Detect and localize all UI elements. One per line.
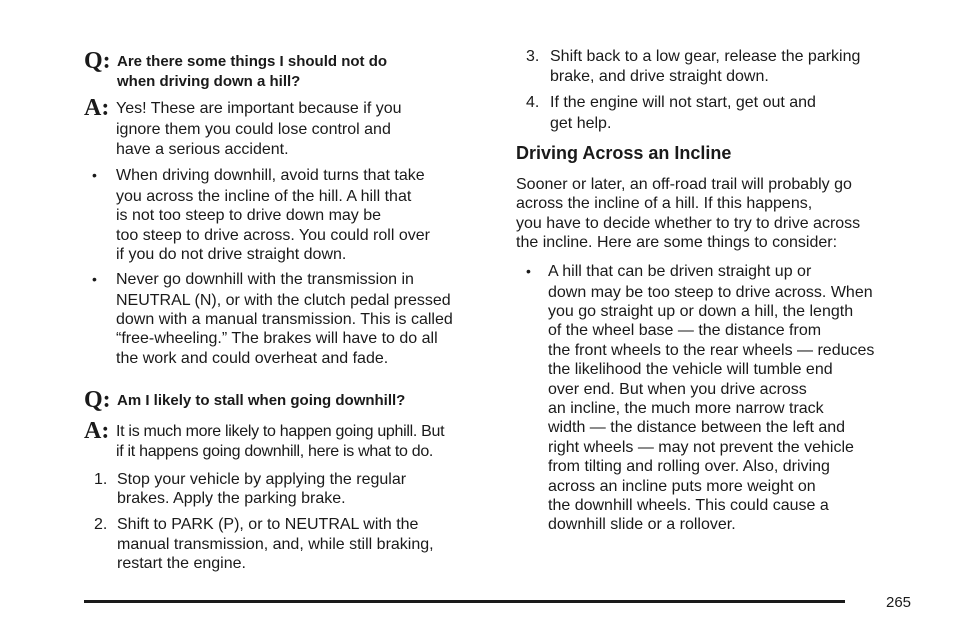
answer-line: ignore them you could lose control and	[116, 121, 391, 138]
bullet-line: NEUTRAL (N), or with the clutch pedal pressed	[116, 292, 451, 309]
bullet-line: an incline, the much more narrow track	[548, 400, 824, 417]
step-line: If the engine will not start, get out and	[550, 94, 816, 111]
intro-line: across the incline of a hill. If this happens,	[516, 195, 813, 212]
bullet-marker: •	[526, 263, 531, 279]
bullet-line: A hill that can be driven straight up or	[548, 263, 812, 280]
bullet-line: if you do not drive straight down.	[116, 246, 347, 263]
step-number: 2.	[94, 516, 108, 533]
bullet-line: When driving downhill, avoid turns that take	[116, 167, 425, 184]
a-marker: A:	[84, 95, 110, 121]
bullet-line: right wheels — may not prevent the vehicle	[548, 439, 854, 456]
bullet-line: you across the incline of the hill. A hill that	[116, 188, 412, 205]
step-number: 1.	[94, 471, 108, 488]
answer-line: It is much more likely to happen going uphill. But	[116, 423, 445, 440]
step-line: brake, and drive straight down.	[550, 68, 769, 85]
bullet-line: width — the distance between the left and	[548, 419, 846, 436]
bullet-line: the work and could overheat and fade.	[116, 350, 389, 367]
step-line: Shift back to a low gear, release the parking	[550, 48, 861, 65]
bullet-line: you go straight up or down a hill, the length	[548, 303, 854, 320]
bullet-line: the likelihood the vehicle will tumble end	[548, 361, 833, 378]
step-line: Stop your vehicle by applying the regular	[117, 471, 407, 488]
bullet-marker: •	[92, 167, 97, 183]
bullet-line: Never go downhill with the transmission in	[116, 271, 414, 288]
intro-line: the incline. Here are some things to consider:	[516, 234, 838, 251]
a-marker: A:	[84, 418, 110, 444]
question-line: when driving down a hill?	[117, 73, 301, 90]
q-marker: Q:	[84, 48, 111, 74]
step-line: get help.	[550, 115, 612, 132]
answer-line: Yes! These are important because if you	[116, 100, 402, 117]
bullet-line: of the wheel base — the distance from	[548, 322, 822, 339]
bullet-line: down may be too steep to drive across. When	[548, 284, 873, 301]
bullet-line: down with a manual transmission. This is called	[116, 311, 453, 328]
step-line: restart the engine.	[117, 555, 246, 572]
bullet-line: too steep to drive across. You could roll over	[116, 227, 430, 244]
intro-line: Sooner or later, an off-road trail will probably go	[516, 176, 852, 193]
footer-rule	[84, 600, 845, 603]
bullet-line: across an incline puts more weight on	[548, 478, 816, 495]
q-marker: Q:	[84, 387, 111, 413]
step-line: Shift to PARK (P), or to NEUTRAL with the	[117, 516, 419, 533]
step-line: brakes. Apply the parking brake.	[117, 490, 346, 507]
page-number: 265	[886, 594, 912, 611]
answer-line: if it happens going downhill, here is what to do.	[116, 443, 434, 460]
step-number: 3.	[526, 48, 540, 65]
bullet-line: “free-wheeling.” The brakes will have to do all	[116, 330, 438, 347]
step-number: 4.	[526, 94, 540, 111]
bullet-line: is not too steep to drive down may be	[116, 207, 382, 224]
bullet-line: downhill slide or a rollover.	[548, 516, 736, 533]
bullet-line: from tilting and rolling over. Also, driving	[548, 458, 830, 475]
bullet-line: the downhill wheels. This could cause a	[548, 497, 829, 514]
bullet-line: over end. But when you drive across	[548, 381, 807, 398]
question-line: Am I likely to stall when going downhill?	[117, 392, 406, 409]
answer-line: have a serious accident.	[116, 141, 289, 158]
step-line: manual transmission, and, while still braking,	[117, 536, 434, 553]
section-heading: Driving Across an Incline	[516, 143, 732, 163]
question-line: Are there some things I should not do	[117, 53, 388, 70]
bullet-marker: •	[92, 271, 97, 287]
bullet-line: the front wheels to the rear wheels — reduces	[548, 342, 875, 359]
intro-line: you have to decide whether to try to drive across	[516, 215, 861, 232]
